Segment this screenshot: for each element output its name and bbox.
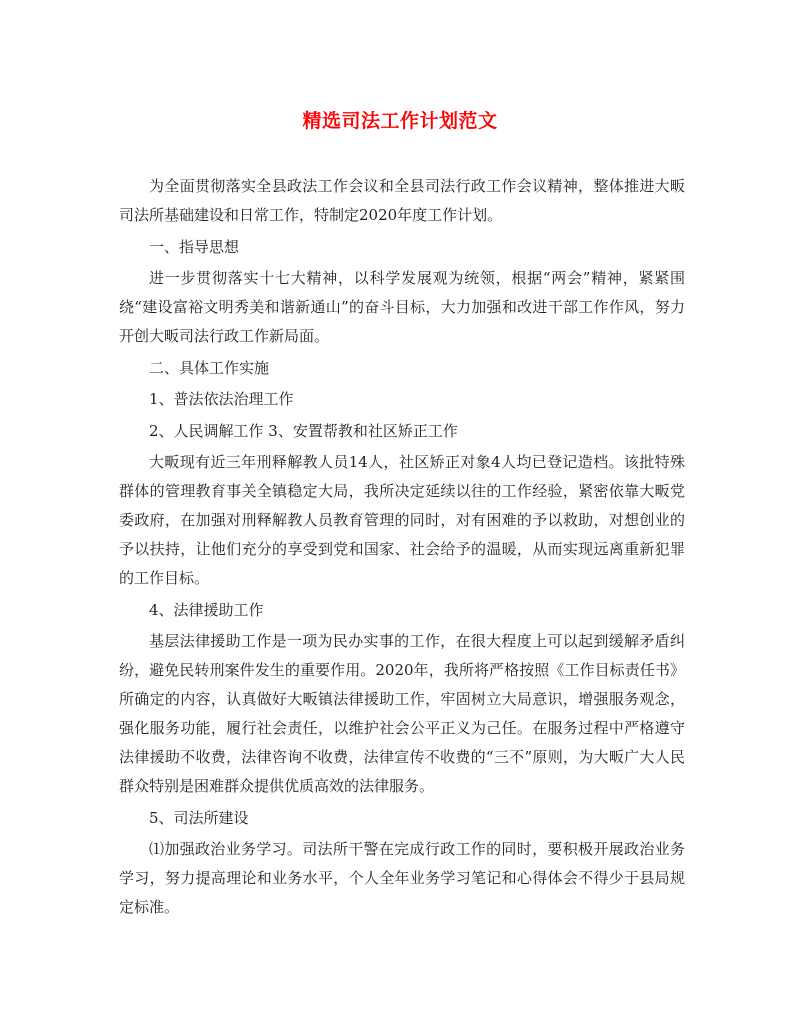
paragraph-political-study: ⑴加强政治业务学习。司法所干警在完成行政工作的同时，要积极开展政治业务学习，努力提高理论和业务水平，个人全年业务学习笔记和心得体会不得少于县局规定标准。 <box>119 840 685 916</box>
document-body <box>119 172 685 925</box>
subheading-mediation-and-correction: 2、人民调解工作 3、安置帮教和社区矫正工作 <box>149 421 458 440</box>
section-heading-implementation: 二、具体工作实施 <box>149 358 270 377</box>
paragraph-guiding-ideology: 进一步贯彻落实十七大精神，以科学发展观为统领，根据“两会”精神，紧紧围绕“建设富裕文明秀美和谐新通山”的奋斗目标，大力加强和改进干部工作作风，努力开创大畈司法行政工作新局面。 <box>119 269 685 345</box>
document-title: 精选司法工作计划范文 <box>302 110 498 132</box>
paragraph-community-correction: 大畈现有近三年刑释解教人员14人，社区矫正对象4人均已登记造档。该批特殊群体的管理教育事关全镇稳定大局，我所决定延续以往的工作经验，紧密依靠大畈党委政府，在加强对刑释解教人员教育管理的同时，对有困难的予以救助，对想创业的予以扶持，让他们充分的享受到党和国家、社会给予的温暖，从而实现远离重新犯罪的工作目标。 <box>119 453 685 587</box>
subheading-legal-education: 1、普法依法治理工作 <box>149 390 294 408</box>
section-heading-guiding-ideology: 一、指导思想 <box>149 237 240 256</box>
subheading-office-construction: 5、司法所建设 <box>149 808 249 827</box>
subheading-legal-aid: 4、法律援助工作 <box>149 600 264 619</box>
paragraph-legal-aid: 基层法律援助工作是一项为民办实事的工作，在很大程度上可以起到缓解矛盾纠纷，避免民转刑案件发生的重要作用。2020年，我所将严格按照《工作目标责任书》所确定的内容，认真做好大畈镇法律援助工作，牢固树立大局意识，增强服务观念，强化服务功能，履行社会责任，以维护社会公平正义为己任。在服务过程中严格遵守法律援助不收费，法律咨询不收费，法律宣传不收费的“三不”原则，为大畈广大人民群众特别是困难群众提供优质高效的法律服务。 <box>119 632 685 795</box>
paragraph-intro: 为全面贯彻落实全县政法工作会议和全县司法行政工作会议精神，整体推进大畈司法所基础建设和日常工作，特制定2020年度工作计划。 <box>119 177 685 224</box>
